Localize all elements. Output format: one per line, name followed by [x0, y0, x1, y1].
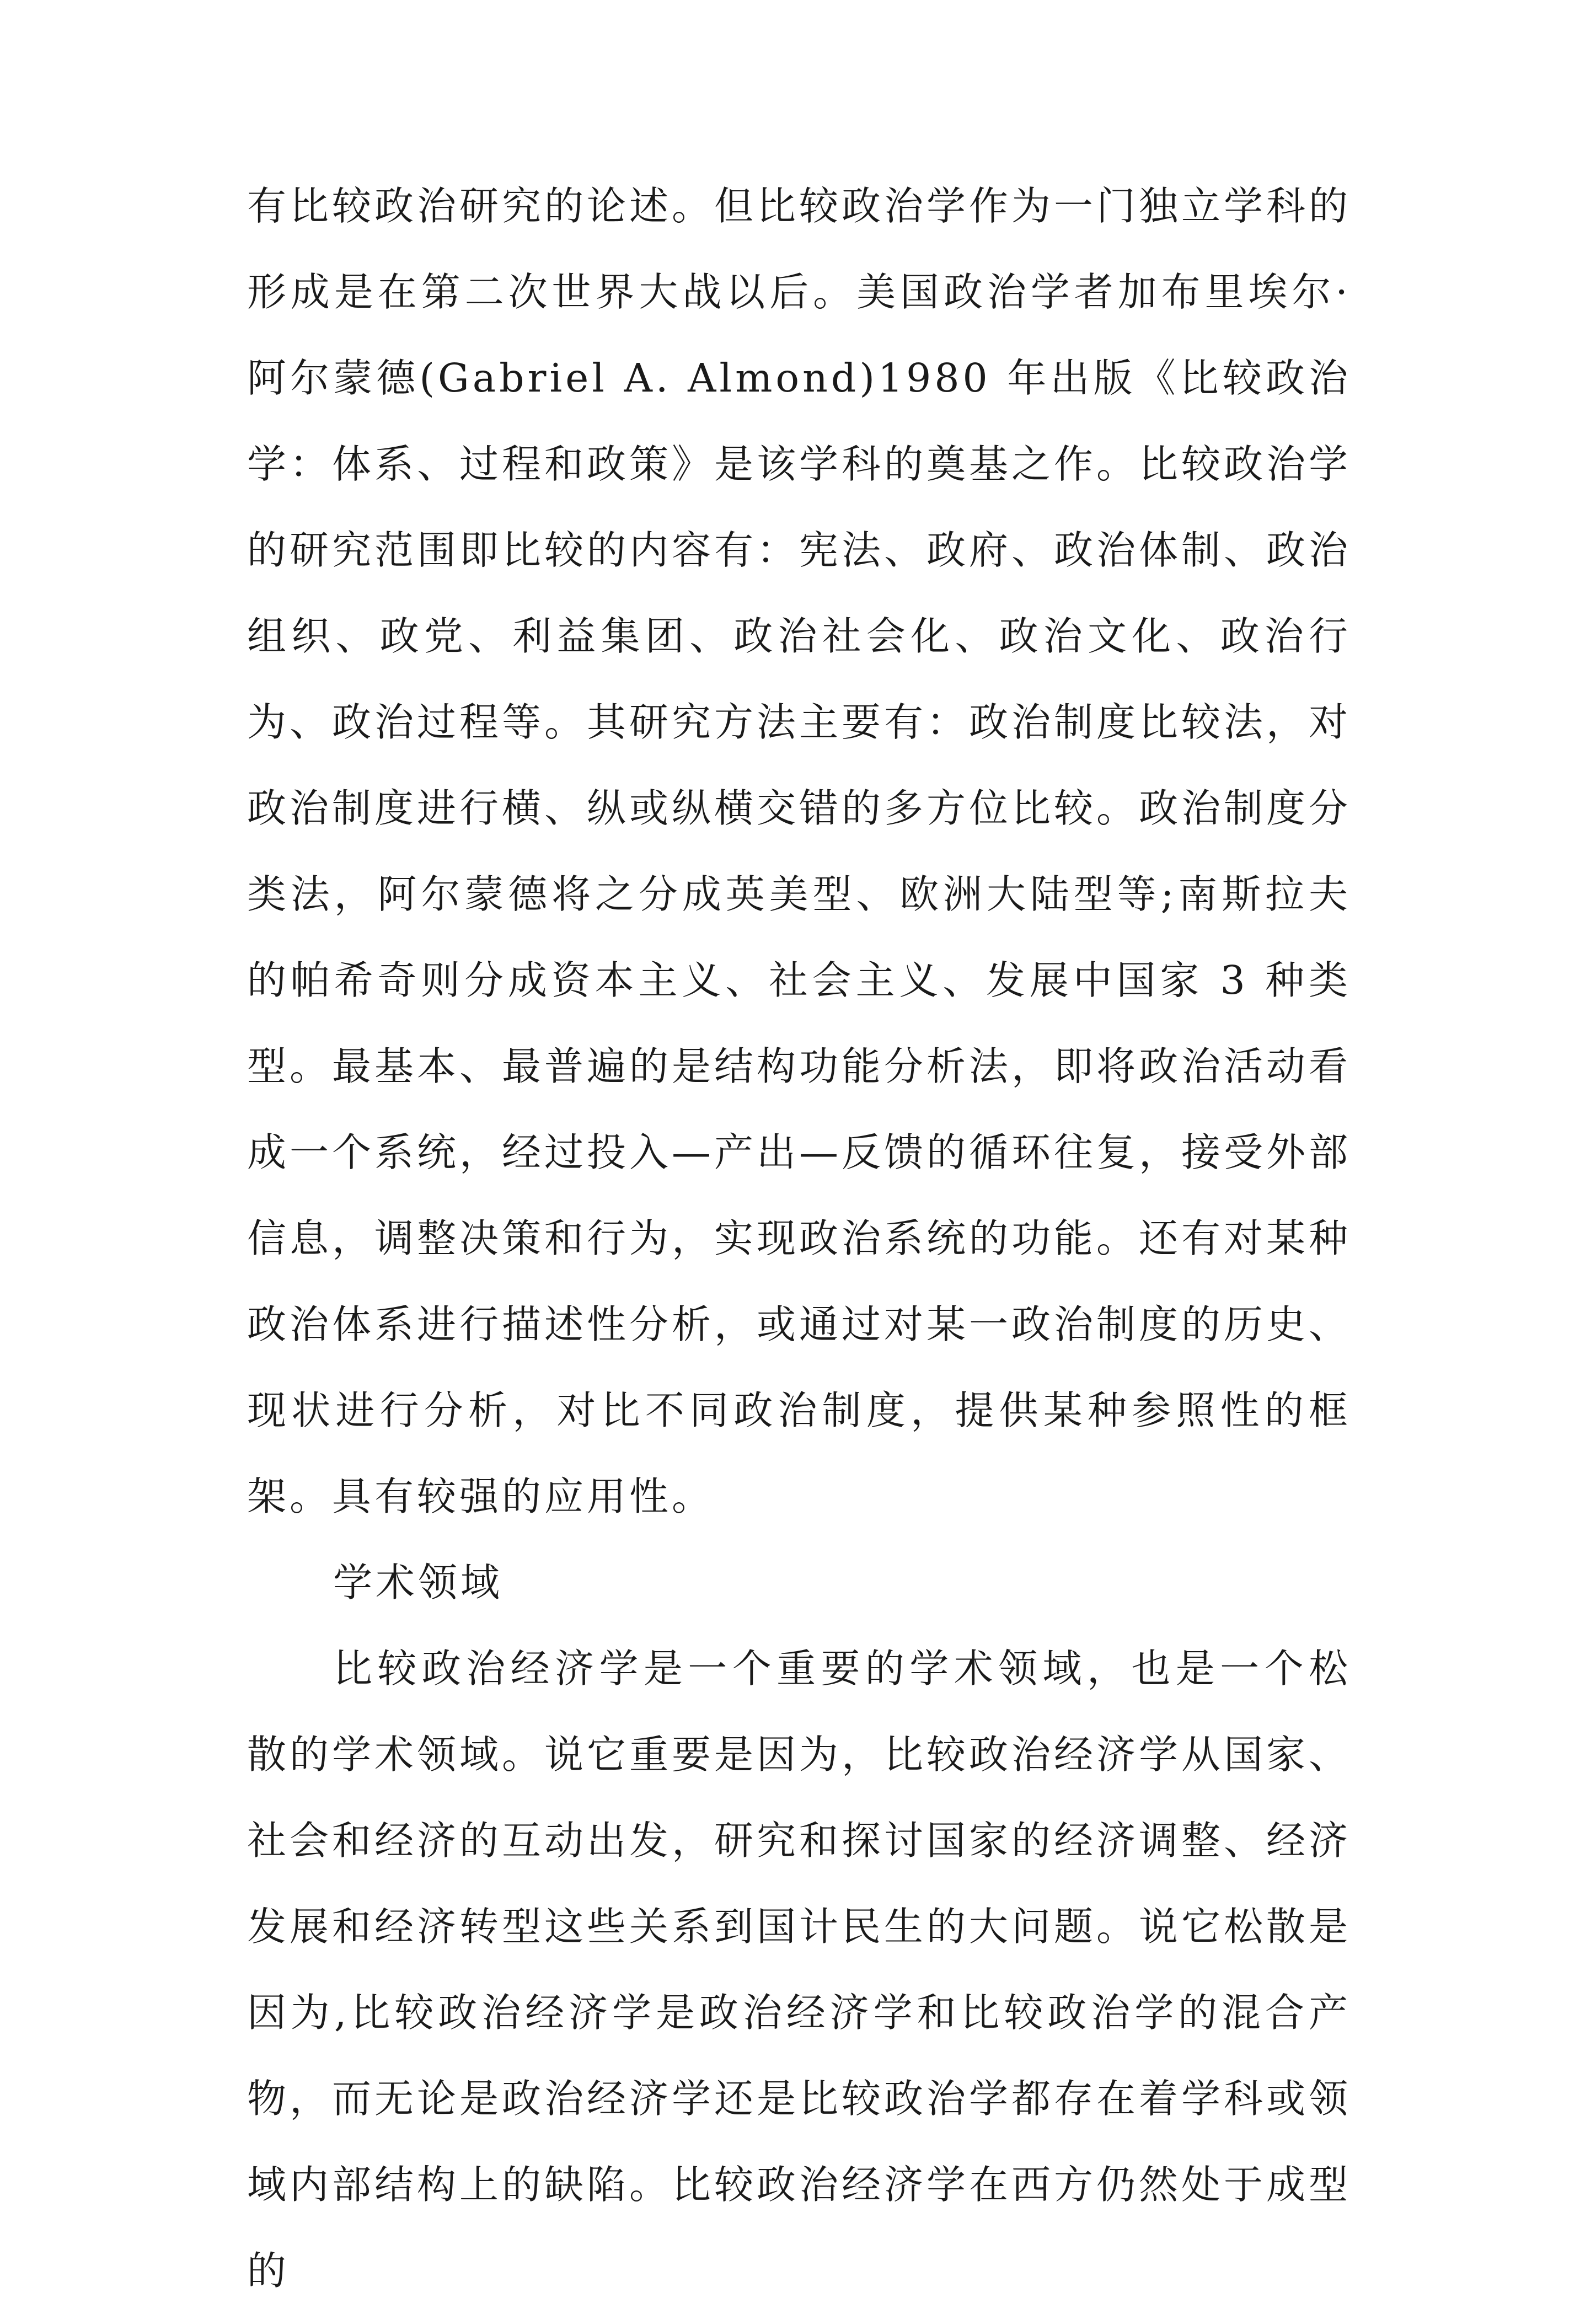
- body-paragraph-continued: 有比较政治研究的论述。但比较政治学作为一门独立学科的形成是在第二次世界大战以后。美国政治学者加布里埃尔·阿尔蒙德(Gabriel A. Almond)1980 年出版《比较政治学：体系、过程和政策》是该学科的奠基之作。比较政治学的研究范围即比较的内容有：宪法、政府、政治体制、政治组织、政党、利益集团、政治社会化、政治文化、政治行为、政治过程等。其研究方法主要有：政治制度比较法，对政治制度进行横、纵或纵横交错的多方位比较。政治制度分类法，阿尔蒙德将之分成英美型、欧洲大陆型等;南斯拉夫的帕希奇则分成资本主义、社会主义、发展中国家 3 种类型。最基本、最普遍的是结构功能分析法，即将政治活动看成一个系统，经过投入—产出—反馈的循环往复，接受外部信息，调整决策和行为，实现政治系统的功能。还有对某种政治体系进行描述性分析，或通过对某一政治制度的历史、现状进行分析，对比不同政治制度，提供某种参照性的框架。具有较强的应用性。: [247, 183, 1352, 1519]
- section-heading: 学术领域: [333, 1560, 504, 1605]
- document-body: [247, 163, 1351, 2314]
- body-paragraph: 比较政治经济学是一个重要的学术领域，也是一个松散的学术领域。说它重要是因为，比较政治经济学从国家、社会和经济的互动出发，研究和探讨国家的经济调整、经济发展和经济转型这些关系到国计民生的大问题。说它松散是因为,比较政治经济学是政治经济学和比较政治学的混合产物，而无论是政治经济学还是比较政治学都存在着学科或领域内部结构上的缺陷。比较政治经济学在西方仍然处于成型的: [247, 1646, 1352, 2294]
